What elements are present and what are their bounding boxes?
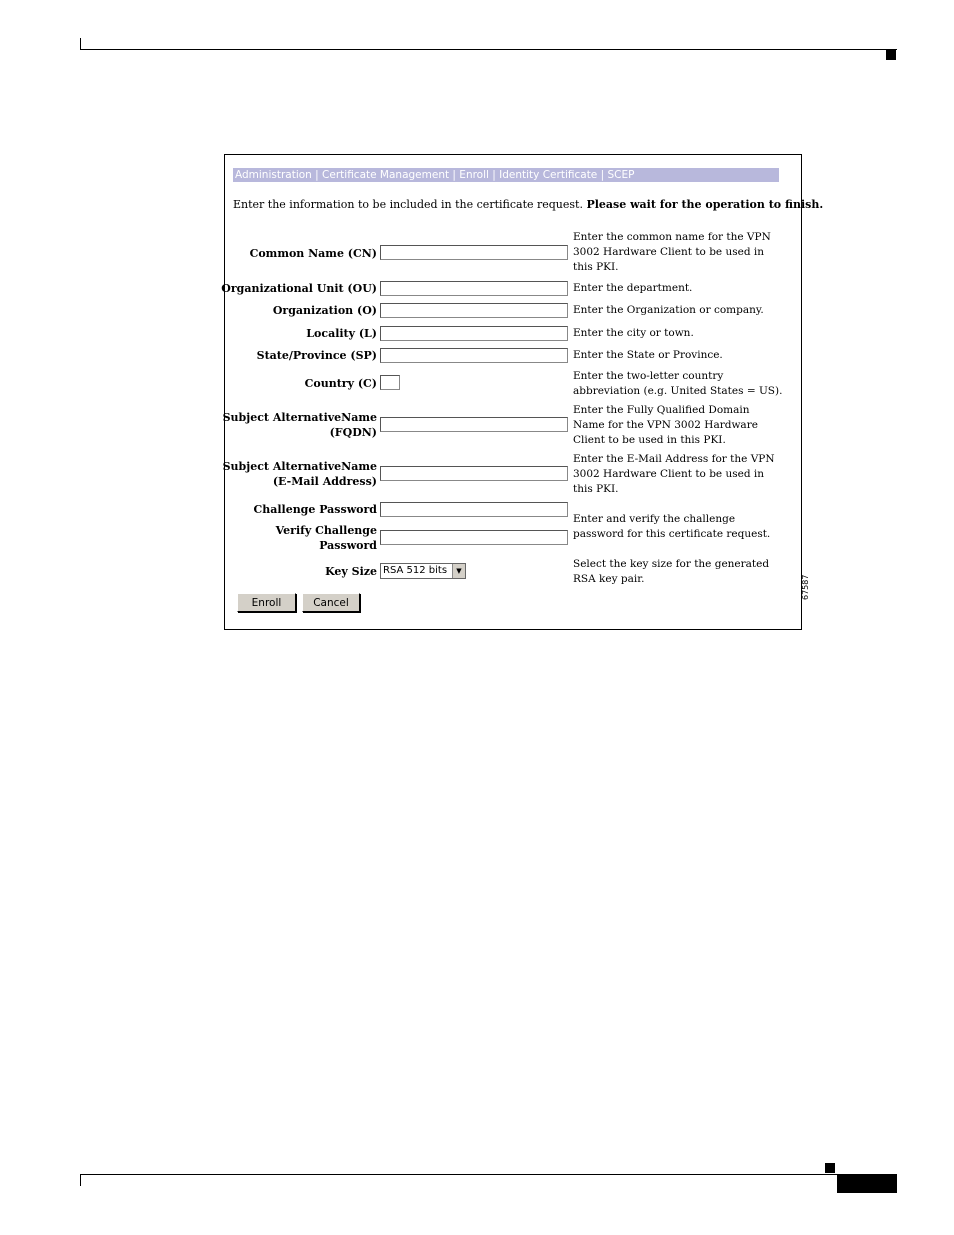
challenge-password-input[interactable] bbox=[380, 502, 568, 517]
intro-bold: Please wait for the operation to finish. bbox=[586, 198, 824, 211]
bottom-rule bbox=[80, 1174, 897, 1175]
key-size-value: RSA 512 bits bbox=[383, 565, 448, 576]
common-name-input[interactable] bbox=[380, 245, 568, 260]
state-label: State/Province (SP) bbox=[256, 349, 377, 362]
bottom-marker bbox=[825, 1163, 835, 1173]
top-marker bbox=[886, 50, 896, 60]
fqdn-label-line1: Subject AlternativeName bbox=[222, 411, 377, 424]
organization-help: Enter the Organization or company. bbox=[573, 304, 764, 316]
fqdn-label-line2: (FQDN) bbox=[329, 426, 377, 439]
verify-label-line2: Password bbox=[319, 539, 377, 552]
enroll-button[interactable]: Enroll bbox=[237, 593, 296, 612]
key-size-select[interactable] bbox=[380, 563, 466, 579]
state-input[interactable] bbox=[380, 348, 568, 363]
organization-label: Organization (O) bbox=[272, 304, 377, 317]
org-unit-label: Organizational Unit (OU) bbox=[221, 282, 377, 295]
country-input[interactable] bbox=[380, 375, 400, 390]
email-input[interactable] bbox=[380, 466, 568, 481]
email-label-line2: (E-Mail Address) bbox=[272, 475, 377, 488]
org-unit-input[interactable] bbox=[380, 281, 568, 296]
screenshot-frame bbox=[221, 154, 824, 630]
fqdn-input[interactable] bbox=[380, 417, 568, 432]
country-help: Enter the two-letter country abbreviation (e.g. United States = US). bbox=[573, 370, 783, 397]
common-name-help: Enter the common name for the VPN 3002 Hardware Client to be used in this PKI. bbox=[573, 231, 771, 273]
challenge-password-label: Challenge Password bbox=[253, 503, 377, 516]
email-help: Enter the E-Mail Address for the VPN 3002 Hardware Client to be used in this PKI. bbox=[573, 453, 775, 495]
common-name-label: Common Name (CN) bbox=[249, 247, 377, 260]
page-number-tab bbox=[837, 1175, 897, 1193]
country-label: Country (C) bbox=[304, 377, 377, 390]
chevron-down-icon[interactable]: ▼ bbox=[452, 564, 465, 578]
verify-label-line1: Verify Challenge bbox=[275, 524, 377, 537]
locality-input[interactable] bbox=[380, 326, 568, 341]
key-size-help: Select the key size for the generated RSA key pair. bbox=[573, 558, 770, 585]
top-rule bbox=[80, 49, 897, 50]
breadcrumb: Administration | Certificate Management | Enroll | Identity Certificate | SCEP bbox=[233, 168, 779, 182]
org-unit-help: Enter the department. bbox=[573, 282, 693, 294]
bottom-margin-tick bbox=[80, 1174, 81, 1186]
locality-help: Enter the city or town. bbox=[573, 327, 694, 339]
cancel-button[interactable]: Cancel bbox=[302, 593, 360, 612]
fqdn-help: Enter the Fully Qualified Domain Name for the VPN 3002 Hardware Client to be used in this PKI. bbox=[573, 404, 758, 446]
verify-password-input[interactable] bbox=[380, 530, 568, 545]
verify-password-label bbox=[276, 523, 377, 553]
challenge-help: Enter and verify the challenge password for this certificate request. bbox=[573, 513, 771, 540]
email-label bbox=[223, 459, 377, 489]
email-label-line1: Subject AlternativeName bbox=[222, 460, 377, 473]
fqdn-label bbox=[223, 410, 377, 440]
intro-plain: Enter the information to be included in the certificate request. bbox=[233, 198, 587, 211]
intro-text bbox=[233, 198, 823, 211]
organization-input[interactable] bbox=[380, 303, 568, 318]
key-size-label: Key Size bbox=[325, 565, 377, 578]
state-help: Enter the State or Province. bbox=[573, 349, 723, 361]
locality-label: Locality (L) bbox=[306, 327, 377, 340]
figure-id: 67587 bbox=[801, 574, 810, 600]
